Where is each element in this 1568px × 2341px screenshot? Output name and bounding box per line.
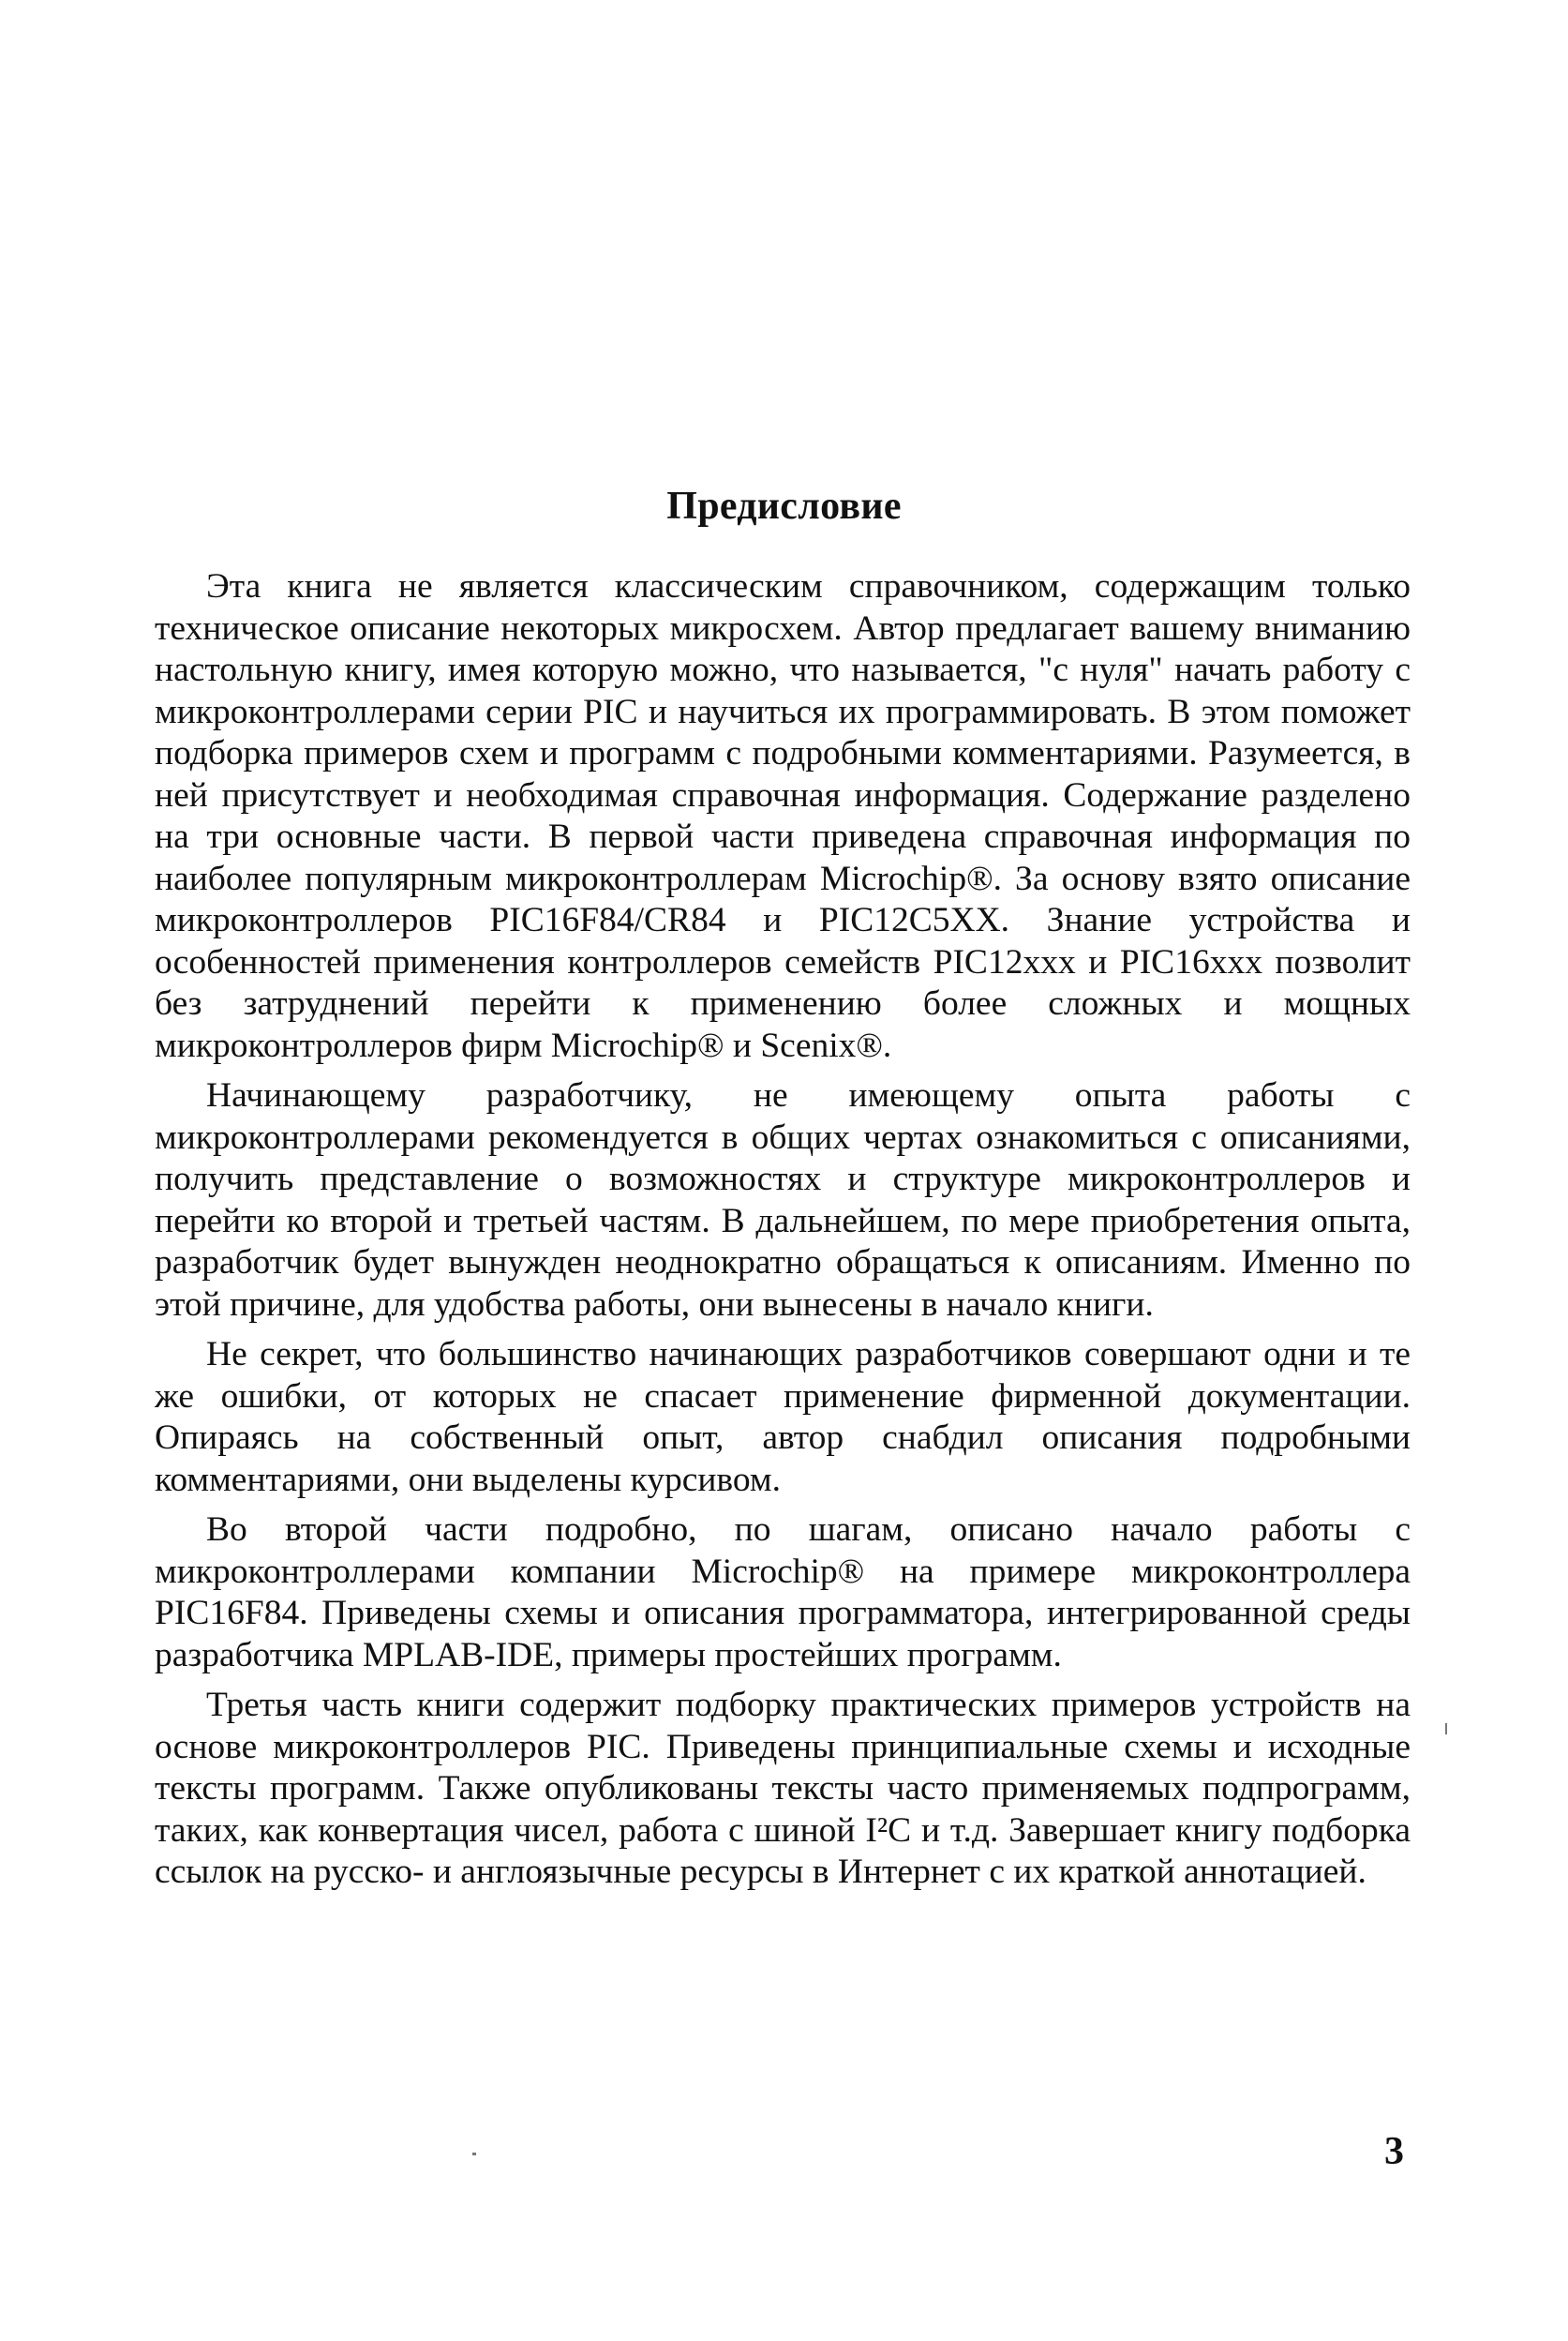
preface-body <box>155 566 1411 1902</box>
paragraph-5: Третья часть книги содержит подборку практических примеров устройств на основе микроконтроллеров PIC. Приведены принципиальные схемы и исходные тексты программ. Также опубликованы тексты часто применяемых подпрограмм, таких, как конвертация чисел, работа с шиной I²C и т.д. Завершает книгу подборка ссылок на русско- и англоязычные ресурсы в Интернет с их краткой аннотацией. <box>155 1686 1411 1891</box>
page-number: 3 <box>1384 2130 1404 2173</box>
paragraph-4: Во второй части подробно, по шагам, описано начало работы с микроконтроллерами компании Microchip® на примере микроконтроллера PIC16F84. Приведены схемы и описания программатора, интегрированной среды разработчика MPLAB-IDE, примеры простейших программ. <box>155 1510 1411 1674</box>
scan-speck <box>472 2153 476 2155</box>
scan-speck <box>1445 1723 1447 1734</box>
page-title: Предисловие <box>666 485 902 528</box>
paragraph-3: Не секрет, что большинство начинающих разработчиков совершают одни и те же ошибки, от которых не спасает применение фирменной документации. Опираясь на собственный опыт, автор снабдил описания подробными комментариями, они выделены курсивом. <box>155 1335 1411 1499</box>
paragraph-2: Начинающему разработчику, не имеющему опыта работы с микроконтроллерами рекомендуется в общих чертах ознакомиться с описаниями, получить представление о возможностях и структуре микроконтроллеров и перейти ко второй и третьей частям. В дальнейшем, по мере приобретения опыта, разработчик будет вынужден неоднократно обращаться к описаниям. Именно по этой причине, для удобства работы, они вынесены в начало книги. <box>155 1076 1411 1324</box>
paragraph-1: Эта книга не является классическим справочником, содержащим только техническое описание некоторых микросхем. Автор предлагает вашему вниманию настольную книгу, имея которую можно, что называется, "с нуля" начать работу с микроконтроллерами серии PIC и научиться их программировать. В этом поможет подборка примеров схем и программ с подробными комментариями. Разумеется, в ней присутствует и необходимая справочная информация. Содержание разделено на три основные части. В первой части приведена справочная информация по наиболее популярным микроконтроллерам Microchip®. За основу взято описание микроконтроллеров PIC16F84/CR84 и PIC12C5XX. Знание устройства и особенностей применения контроллеров семейств PIC12xxx и PIC16xxx позволит без затруднений перейти к применению более сложных и мощных микроконтроллеров фирм Microchip® и Scenix®. <box>155 567 1411 1065</box>
